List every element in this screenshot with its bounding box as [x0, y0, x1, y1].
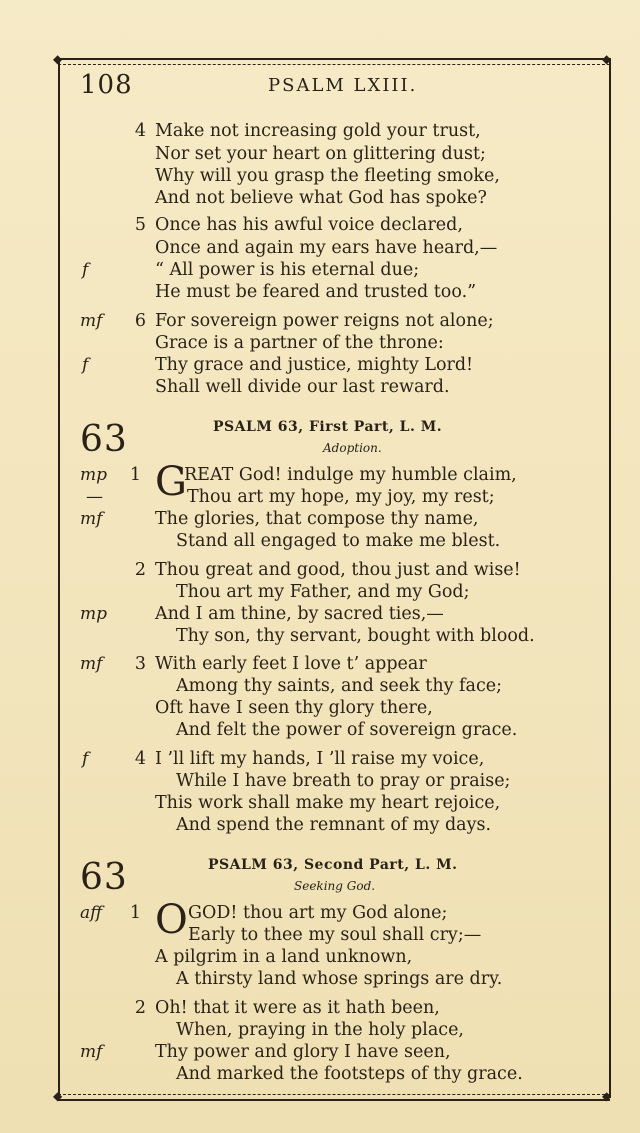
- bottom-border-rule: [58, 1094, 610, 1101]
- dynamic-marking: aff: [80, 903, 103, 923]
- verse-line: And spend the remnant of my days.: [176, 815, 492, 835]
- drop-cap: G: [155, 459, 187, 505]
- verse-line: Thy grace and justice, mighty Lord!: [155, 355, 474, 375]
- verse-line: GOD! thou art my God alone;: [188, 903, 448, 923]
- verse-line: Make not increasing gold your trust,: [155, 121, 481, 141]
- verse-line: The glories, that compose thy name,: [155, 509, 479, 529]
- verse-line: A pilgrim in a land unknown,: [155, 947, 413, 967]
- verse-line: With early feet I love t’ appear: [155, 654, 427, 674]
- stanza-number: 5: [134, 215, 146, 235]
- verse-line: “ All power is his eternal due;: [155, 260, 420, 280]
- verse-line: Thou art my hope, my joy, my rest;: [187, 487, 495, 507]
- verse-line: He must be feared and trusted too.”: [155, 282, 477, 302]
- verse-line: Thou art my Father, and my God;: [176, 582, 470, 602]
- verse-line: And felt the power of sovereign grace.: [176, 720, 518, 740]
- dynamic-marking: f: [82, 260, 89, 280]
- verse-line: And not believe what God has spoke?: [155, 188, 487, 208]
- verse-line: This work shall make my heart rejoice,: [155, 793, 501, 813]
- verse-line: Among thy saints, and seek thy face;: [176, 676, 503, 696]
- verse-line: Thy son, thy servant, bought with blood.: [176, 626, 535, 646]
- verse-line: Thy power and glory I have seen,: [155, 1042, 451, 1062]
- verse-line: Oft have I seen thy glory there,: [155, 698, 433, 718]
- verse-line: Why will you grasp the fleeting smoke,: [155, 166, 500, 186]
- corner-ornament-icon: ◆: [53, 52, 63, 66]
- verse-line: REAT God! indulge my humble claim,: [184, 465, 517, 485]
- verse-line: A thirsty land whose springs are dry.: [176, 969, 503, 989]
- top-border-rule: [58, 58, 610, 65]
- drop-cap: O: [155, 897, 188, 943]
- psalm-subtitle: Seeking God.: [294, 879, 376, 893]
- psalm-title: PSALM 63, First Part, L. M.: [213, 419, 443, 435]
- stanza-number: 2: [134, 560, 146, 580]
- verse-line: Once has his awful voice declared,: [155, 215, 463, 235]
- stanza-number: 1: [129, 465, 141, 485]
- dynamic-marking: mf: [80, 311, 103, 331]
- corner-ornament-icon: ◆: [602, 1089, 612, 1103]
- psalm-title: PSALM 63, Second Part, L. M.: [208, 857, 458, 873]
- stanza-number: 4: [134, 121, 146, 141]
- stanza-number: 3: [134, 654, 146, 674]
- stanza-number: 1: [129, 903, 141, 923]
- verse-line: Stand all engaged to make me blest.: [176, 531, 501, 551]
- verse-line: And I am thine, by sacred ties,—: [155, 604, 444, 624]
- verse-line: While I have breath to pray or praise;: [176, 771, 511, 791]
- dynamic-marking: f: [82, 749, 89, 769]
- psalm-number: 63: [80, 419, 128, 460]
- corner-ornament-icon: ◆: [602, 52, 612, 66]
- verse-line: Early to thee my soul shall cry;—: [188, 925, 482, 945]
- verse-line: Nor set your heart on glittering dust;: [155, 144, 486, 164]
- psalm-number: 63: [80, 857, 128, 898]
- verse-line: When, praying in the holy place,: [176, 1020, 464, 1040]
- psalm-subtitle: Adoption.: [323, 441, 382, 455]
- dynamic-marking: mp: [80, 604, 108, 624]
- corner-ornament-icon: ◆: [53, 1089, 63, 1103]
- page-number: 108: [80, 70, 133, 100]
- dynamic-marking: mf: [80, 1042, 103, 1062]
- dynamic-marking: mp: [80, 465, 108, 485]
- running-title: PSALM LXIII.: [268, 75, 418, 96]
- stanza-number: 2: [134, 998, 146, 1018]
- dynamic-marking: —: [86, 487, 103, 507]
- verse-line: Once and again my ears have heard,—: [155, 238, 498, 258]
- verse-line: Shall well divide our last reward.: [155, 377, 450, 397]
- verse-line: And marked the footsteps of thy grace.: [176, 1064, 523, 1084]
- verse-line: I ’ll lift my hands, I ’ll raise my voice,: [155, 749, 485, 769]
- stanza-number: 4: [134, 749, 146, 769]
- right-border-rule: [606, 58, 611, 1098]
- left-border-rule: [58, 58, 63, 1098]
- stanza-number: 6: [134, 311, 146, 331]
- verse-line: Oh! that it were as it hath been,: [155, 998, 440, 1018]
- verse-line: Thou great and good, thou just and wise!: [155, 560, 521, 580]
- dynamic-marking: f: [82, 355, 89, 375]
- dynamic-marking: mf: [80, 509, 103, 529]
- verse-line: Grace is a partner of the throne:: [155, 333, 444, 353]
- dynamic-marking: mf: [80, 654, 103, 674]
- verse-line: For sovereign power reigns not alone;: [155, 311, 494, 331]
